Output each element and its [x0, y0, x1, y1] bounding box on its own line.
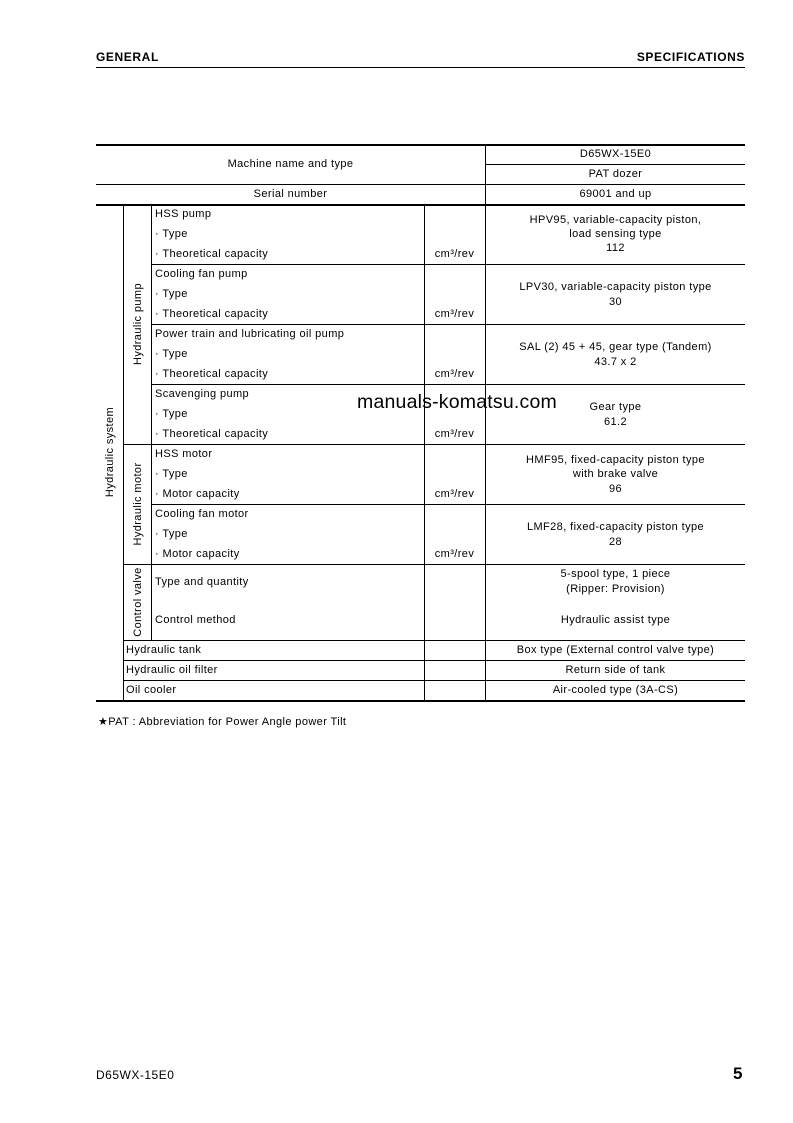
item-capacity-label: · Theoretical capacity [155, 428, 269, 440]
tank-label: Hydraulic tank [126, 644, 202, 656]
item-value-line2: 30 [608, 296, 623, 308]
serial-value: 69001 and up [579, 188, 652, 200]
item-value-line1: LMF28, fixed-capacity piston type [526, 521, 705, 533]
valve-type-label: Type and quantity [155, 576, 249, 588]
model-value: D65WX-15E0 [579, 148, 652, 160]
item-value-line1: SAL (2) 45 + 45, gear type (Tandem) [519, 341, 712, 353]
item-name: HSS pump [155, 208, 212, 220]
filter-label: Hydraulic oil filter [126, 664, 218, 676]
item-unit: cm³/rev [434, 548, 475, 560]
item-unit: cm³/rev [434, 428, 475, 440]
item-capacity-label: · Theoretical capacity [155, 368, 269, 380]
item-type-label: · Type [155, 348, 188, 360]
chapter-title: SPECIFICATIONS [636, 50, 745, 64]
tank-value: Box type (External control valve type) [516, 644, 715, 656]
hydraulic-motor-label: Hydraulic motor [132, 462, 144, 546]
section-title: GENERAL [96, 50, 159, 64]
valve-method-label: Control method [155, 614, 236, 626]
item-type-label: · Type [155, 228, 188, 240]
variant-value: PAT dozer [588, 168, 643, 180]
footnote: ★PAT : Abbreviation for Power Angle power Tilt [98, 716, 347, 728]
item-type-label: · Type [155, 528, 188, 540]
serial-label: Serial number [253, 188, 328, 200]
item-type-label: · Type [155, 408, 188, 420]
item-type-label: · Type [155, 288, 188, 300]
hydraulic-pump-label: Hydraulic pump [132, 282, 144, 366]
item-value-line1: HPV95, variable-capacity piston, [529, 214, 702, 226]
item-name: Scavenging pump [155, 388, 250, 400]
item-value-line1: HMF95, fixed-capacity piston type [526, 454, 705, 466]
valve-type-line2: (Ripper: Provision) [566, 583, 665, 595]
valve-method-value: Hydraulic assist type [560, 614, 671, 626]
item-value-line2: 43.7 x 2 [594, 356, 637, 368]
item-unit: cm³/rev [434, 488, 475, 500]
item-capacity-label: · Motor capacity [155, 548, 240, 560]
item-capacity-label: · Theoretical capacity [155, 308, 269, 320]
item-value-line3: 112 [606, 242, 625, 254]
item-value-line2: 61.2 [603, 416, 627, 428]
item-capacity-label: · Motor capacity [155, 488, 240, 500]
item-value-line2: with brake valve [572, 468, 659, 480]
item-value-line1: LPV30, variable-capacity piston type [519, 281, 712, 293]
page-number: 5 [733, 1064, 743, 1083]
item-name: Cooling fan pump [155, 268, 248, 280]
item-value-line3: 96 [608, 483, 623, 495]
filter-value: Return side of tank [565, 664, 666, 676]
item-value-line2: 28 [608, 536, 623, 548]
valve-type-line1: 5-spool type, 1 piece [560, 568, 671, 580]
item-value-line2: load sensing type [569, 228, 662, 240]
item-name: Power train and lubricating oil pump [155, 328, 345, 340]
hydraulic-system-label: Hydraulic system [104, 406, 116, 498]
control-valve-label: Control valve [132, 567, 144, 637]
item-name: HSS motor [155, 448, 213, 460]
footer-model: D65WX-15E0 [96, 1068, 175, 1082]
item-name: Cooling fan motor [155, 508, 249, 520]
machine-name-label: Machine name and type [227, 158, 354, 170]
item-type-label: · Type [155, 468, 188, 480]
item-unit: cm³/rev [434, 368, 475, 380]
item-unit: cm³/rev [434, 248, 475, 260]
cooler-label: Oil cooler [126, 684, 177, 696]
header-rule [96, 67, 745, 68]
cooler-value: Air-cooled type (3A-CS) [552, 684, 679, 696]
item-unit: cm³/rev [434, 308, 475, 320]
item-capacity-label: · Theoretical capacity [155, 248, 269, 260]
item-value-line1: Gear type [589, 401, 642, 413]
watermark: manuals-komatsu.com [357, 391, 557, 413]
